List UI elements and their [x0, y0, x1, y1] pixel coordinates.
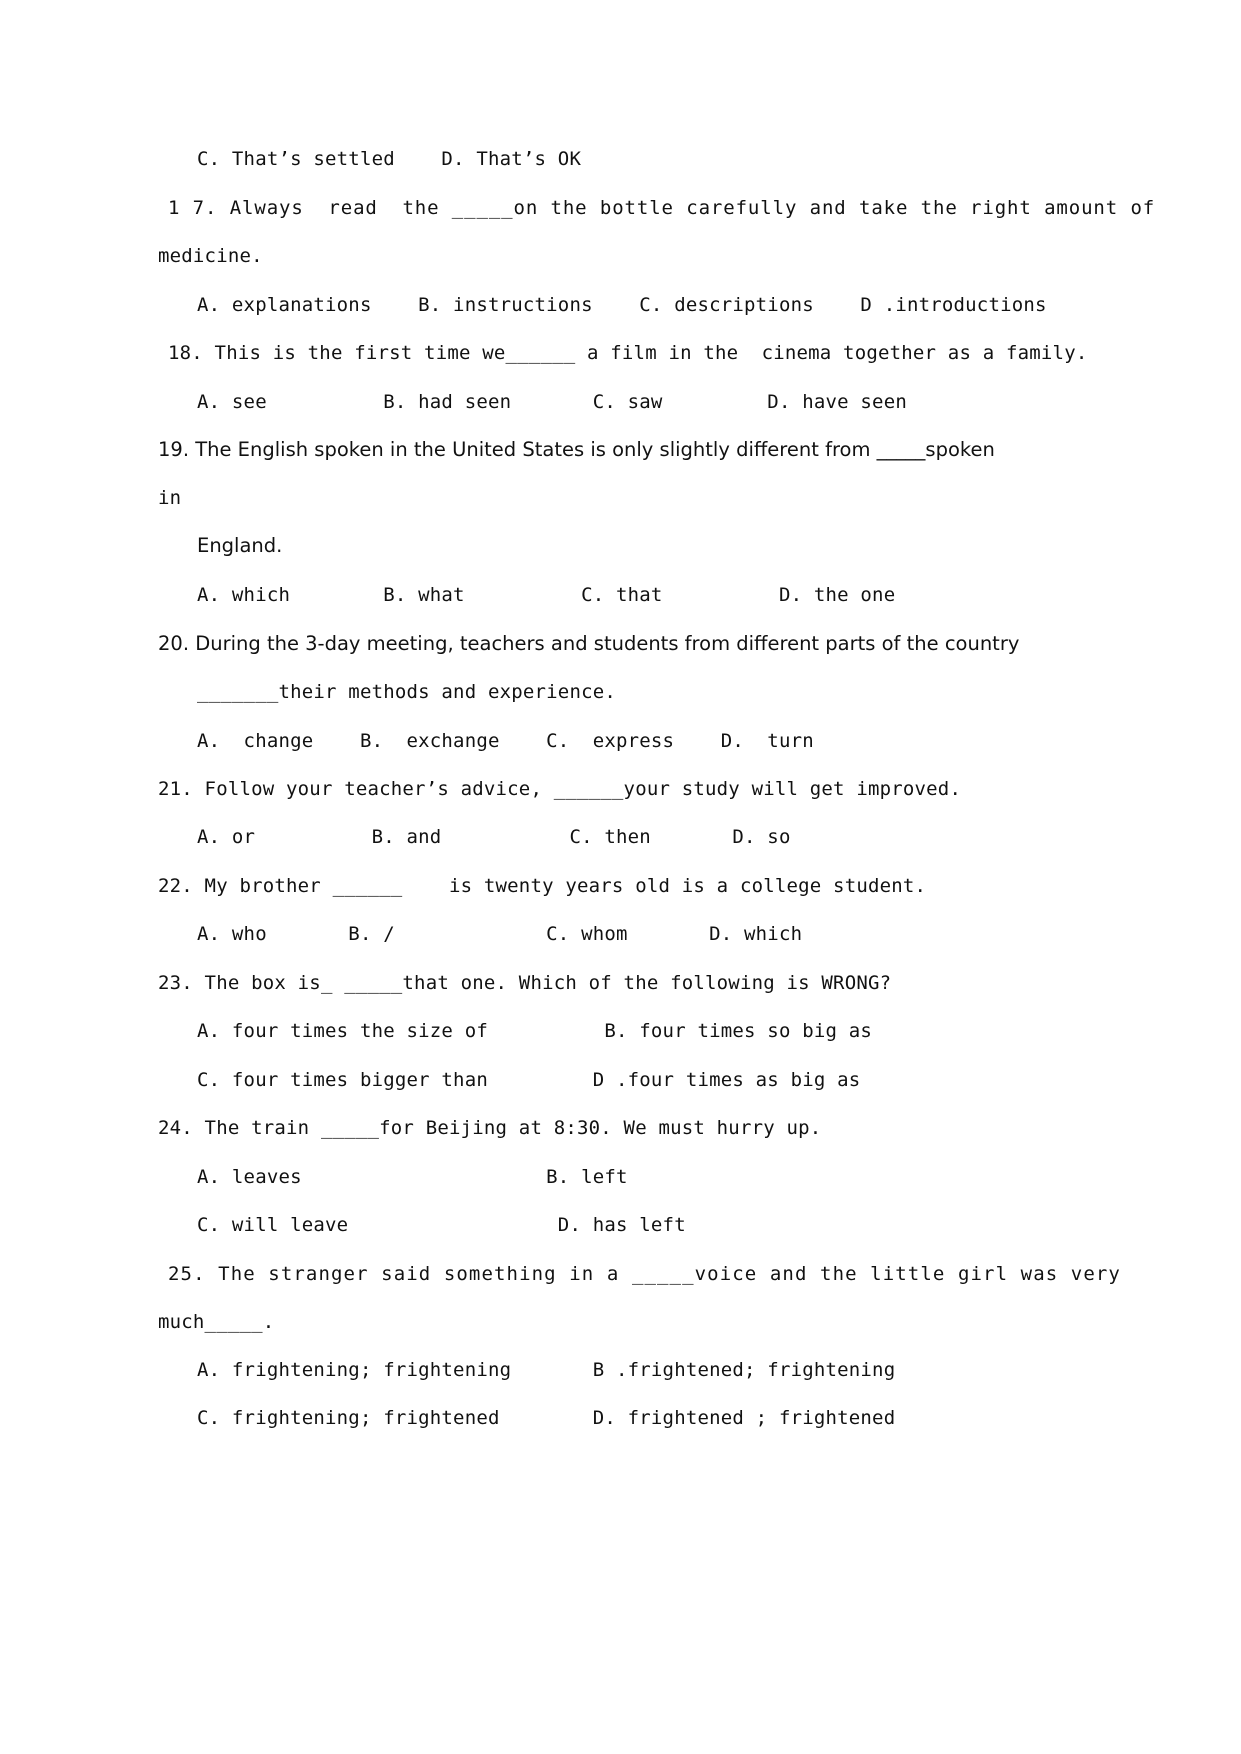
- q25-options-cd: C. frightening; frightened D. frightened ; frightened: [197, 1407, 896, 1429]
- q24-options-cd: C. will leave D. has left: [197, 1214, 686, 1236]
- q23-options-ab: A. four times the size of B. four times so big as: [197, 1020, 873, 1042]
- q23-stem: 23. The box is_ _____that one. Which of the following is WRONG?: [158, 972, 892, 994]
- q22-stem: 22. My brother ______ is twenty years old is a college student.: [158, 875, 927, 897]
- q20-stem: 20. During the 3-day meeting, teachers and students from different parts of the country: [158, 632, 1020, 655]
- q25-stem-cont: much_____.: [158, 1311, 275, 1333]
- q18-options: A. see B. had seen C. saw D. have seen: [197, 391, 907, 413]
- q25-options-ab: A. frightening; frightening B .frightened; frightening: [197, 1359, 896, 1381]
- q17-options: A. explanations B. instructions C. descriptions D .introductions: [197, 294, 1047, 316]
- q21-stem: 21. Follow your teacher’s advice, ______your study will get improved.: [158, 778, 962, 800]
- q17-stem: 1 7. Always read the _____on the bottle carefully and take the right amount of: [168, 197, 1156, 219]
- q20-options: A. change B. exchange C. express D. turn: [197, 730, 814, 752]
- q24-stem: 24. The train _____for Beijing at 8:30. We must hurry up.: [158, 1117, 822, 1139]
- q17-stem-cont: medicine.: [158, 245, 263, 267]
- q22-options: A. who B. / C. whom D. which: [197, 923, 803, 945]
- q20-stem-cont: _______their methods and experience.: [197, 681, 617, 703]
- q16-options-cd: C. That’s settled D. That’s OK: [197, 148, 582, 170]
- q23-options-cd: C. four times bigger than D .four times as big as: [197, 1069, 861, 1091]
- q19-stem: 19. The English spoken in the United States is only slightly different from _____spoken: [158, 438, 995, 461]
- q19-stem-cont2: England.: [197, 534, 283, 557]
- q25-stem: 25. The stranger said something in a _____voice and the little girl was very: [168, 1263, 1121, 1285]
- q21-options: A. or B. and C. then D. so: [197, 826, 791, 848]
- q19-stem-cont: in: [158, 487, 182, 509]
- q18-stem: 18. This is the first time we______ a film in the cinema together as a family.: [168, 342, 1088, 364]
- q24-options-ab: A. leaves B. left: [197, 1166, 628, 1188]
- q19-options: A. which B. what C. that D. the one: [197, 584, 896, 606]
